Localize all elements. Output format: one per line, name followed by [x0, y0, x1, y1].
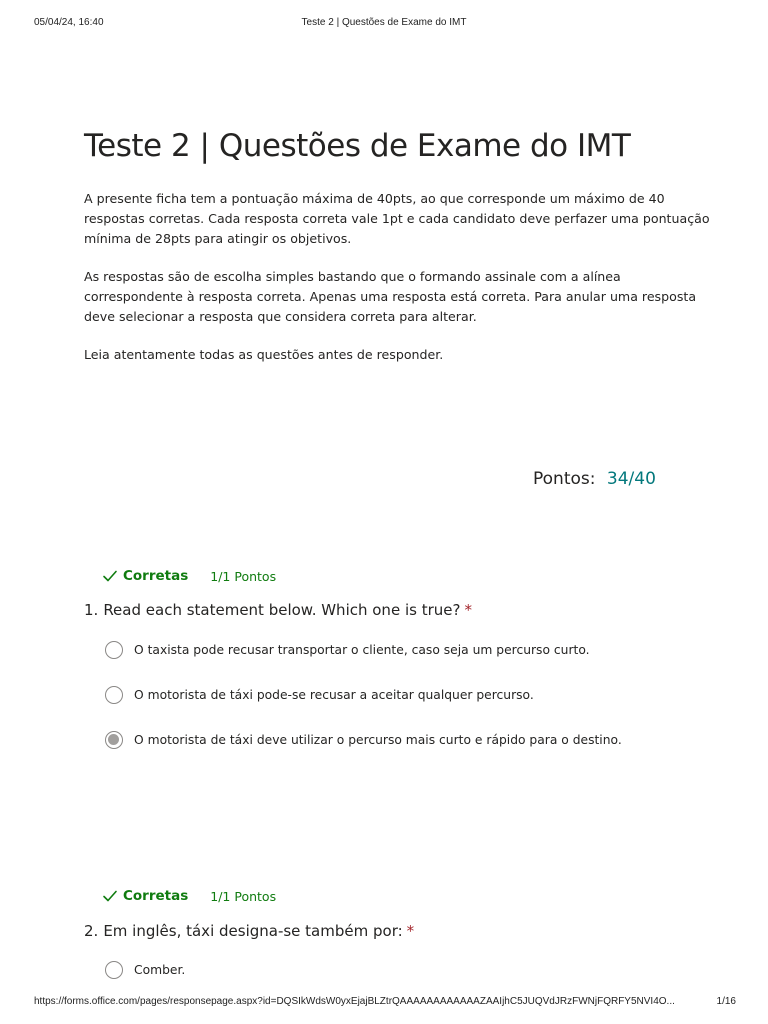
required-marker: *: [464, 601, 472, 619]
print-datetime: 05/04/24, 16:40: [34, 17, 104, 28]
result-verdict: Corretas: [123, 888, 189, 904]
print-header: [0, 0, 768, 46]
question-title: [84, 601, 472, 619]
radio-button-selected[interactable]: [105, 731, 123, 749]
question-result: [102, 568, 276, 584]
question-text: Em inglês, táxi designa-se também por:: [103, 922, 403, 940]
question-text: Read each statement below. Which one is true?: [103, 601, 461, 619]
result-points: 1/1 Pontos: [210, 888, 277, 904]
answer-option[interactable]: [105, 684, 534, 706]
print-url: https://forms.office.com/pages/responsepage.aspx?id=DQSIkWdsW0yxEjajBLZtrQAAAAAAAAAAAAZAAIjhC5JUQVdJRzFWNjFQRFY5NVI4O...: [34, 996, 675, 1007]
score-label: Pontos:: [533, 469, 596, 489]
intro-paragraph: As respostas são de escolha simples bastando que o formando assinale com a alínea correspondente à resposta correta. Apenas uma resposta está correta. Para anular uma resposta deve selecionar a resposta que considera correta para alterar.: [84, 269, 697, 324]
intro-paragraph: Leia atentamente todas as questões antes de responder.: [84, 347, 444, 362]
option-label: O motorista de táxi pode-se recusar a aceitar qualquer percurso.: [134, 688, 534, 702]
question-result: [102, 888, 276, 904]
checkmark-icon: [102, 888, 118, 904]
print-document-title: Teste 2 | Questões de Exame do IMT: [301, 17, 467, 28]
score-value: 34/40: [606, 469, 656, 489]
print-page-number: 1/16: [716, 996, 736, 1007]
question-number: 1.: [84, 601, 99, 619]
print-footer: [0, 996, 768, 1016]
answer-option[interactable]: [105, 959, 185, 981]
question-title: [84, 922, 414, 940]
form-description: [84, 189, 714, 383]
required-marker: *: [406, 922, 415, 940]
result-points: 1/1 Pontos: [210, 568, 277, 584]
option-label: O taxista pode recusar transportar o cliente, caso seja um percurso curto.: [134, 643, 590, 657]
question-number: 2.: [84, 922, 99, 940]
checkmark-icon: [102, 568, 118, 584]
option-label: O motorista de táxi deve utilizar o percurso mais curto e rápido para o destino.: [134, 733, 622, 747]
radio-button[interactable]: [105, 686, 123, 704]
option-label: Comber.: [134, 963, 186, 977]
answer-option-selected[interactable]: [105, 729, 622, 751]
score-summary: [533, 469, 656, 489]
radio-button[interactable]: [105, 641, 123, 659]
intro-paragraph: A presente ficha tem a pontuação máxima de 40pts, ao que corresponde um máximo de 40 respostas corretas. Cada resposta correta vale 1pt e cada candidato deve perfazer uma pontuação mínima de 28pts para atingir os objetivos.: [84, 191, 710, 246]
answer-option[interactable]: [105, 639, 590, 661]
radio-button[interactable]: [105, 961, 123, 979]
result-verdict: Corretas: [123, 568, 189, 584]
form-title: Teste 2 | Questões de Exame do IMT: [84, 128, 631, 164]
